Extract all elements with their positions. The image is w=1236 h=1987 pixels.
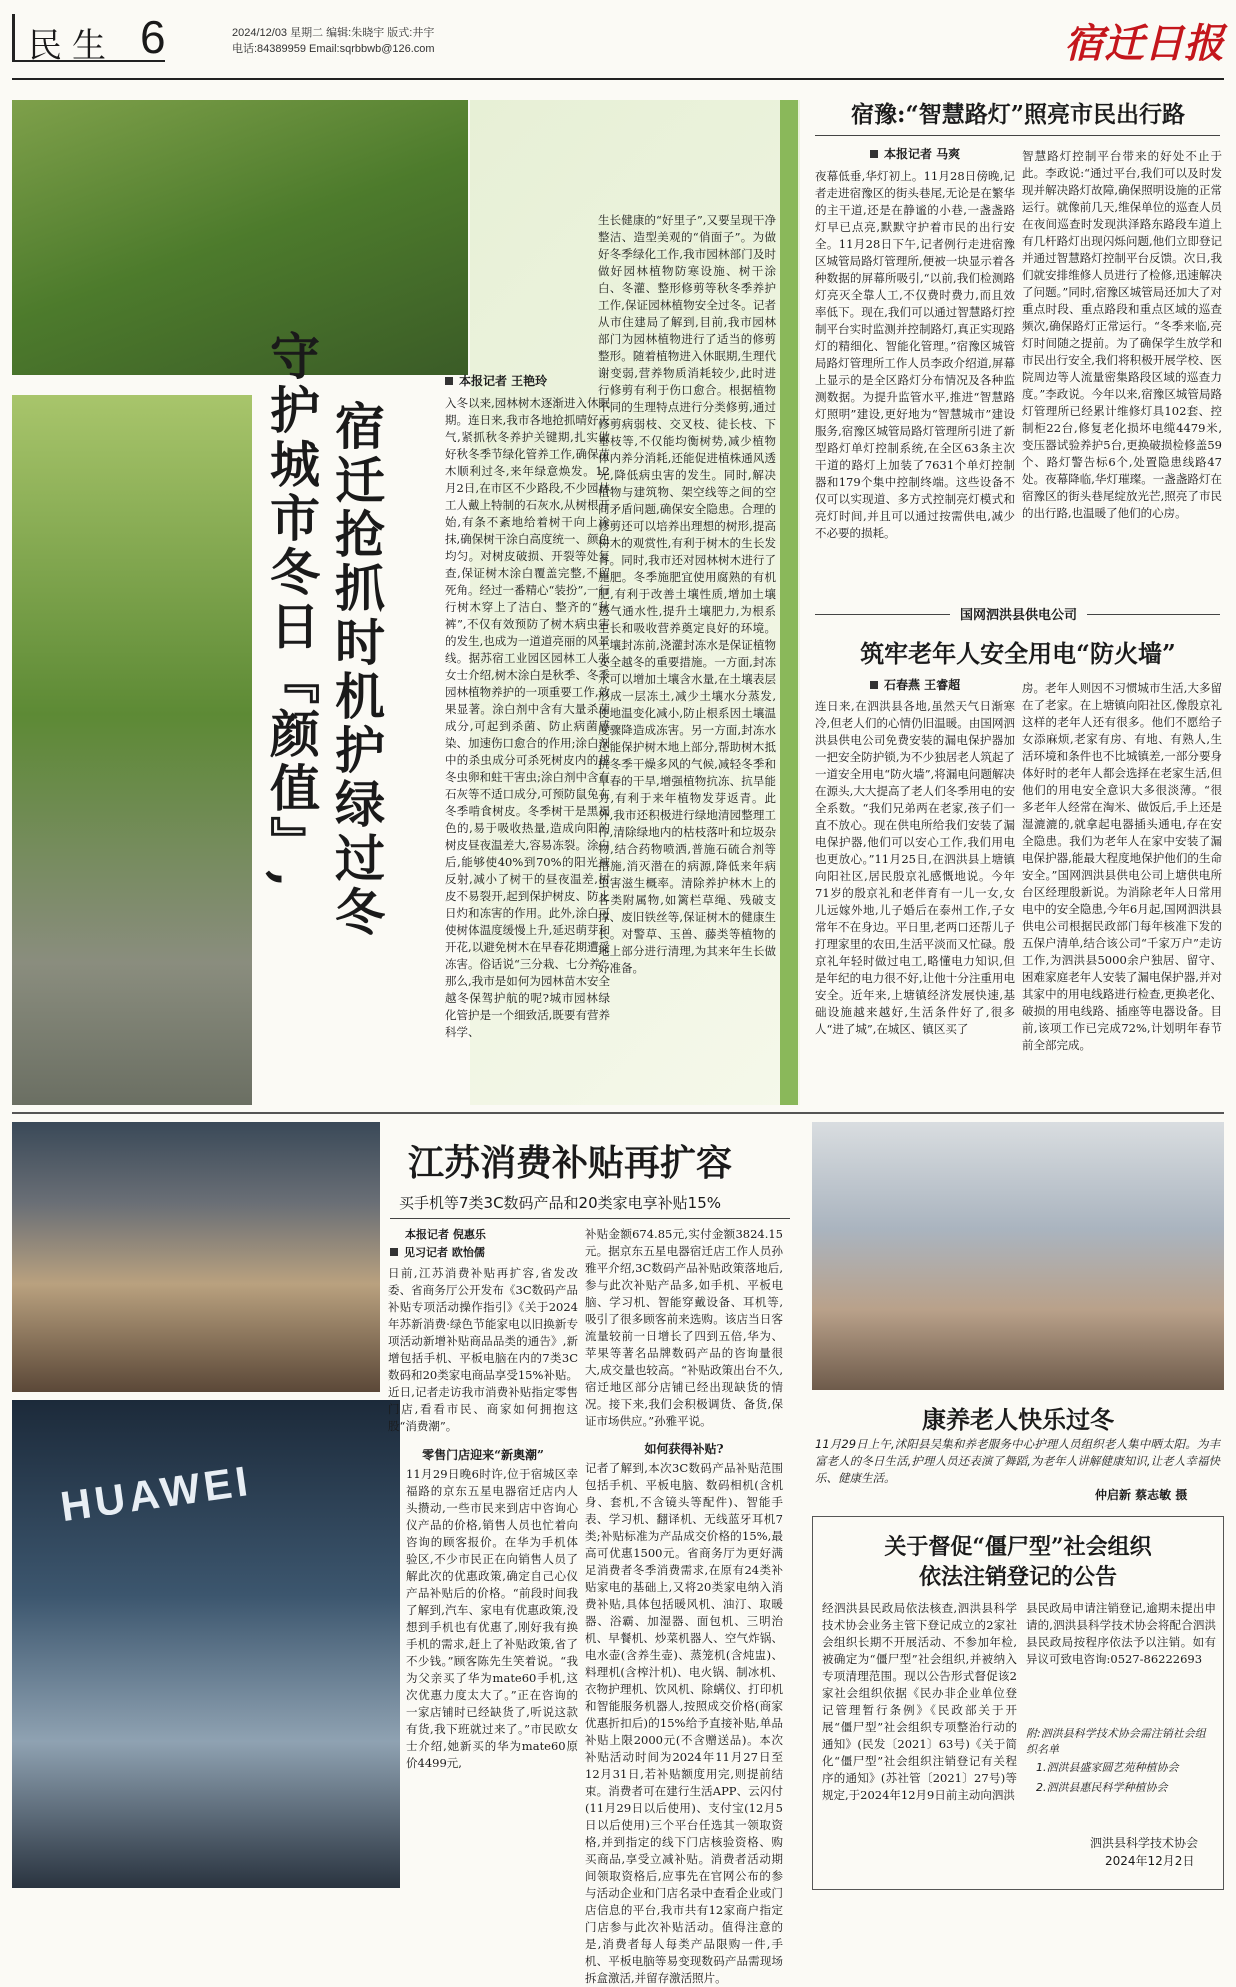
article1-title: 宿迁抢抓时机护绿过冬 — [327, 400, 386, 940]
notice-title-2: 依法注销登记的公告 — [918, 1564, 1117, 1590]
article3-title: 筑牢老年人安全用电“防火墙” — [860, 639, 1176, 668]
article2-byline — [870, 145, 960, 162]
article2-col2: 智慧路灯控制平台带来的好处不止于此。李政说:“通过平台,我们可以及时发现并解决路灯故障,确保照明设施的正常运行。就像前几天,维保单位的巡查人员在夜间巡查时发现洪泽路东路段车道上有几杆路灯出现闪烁问题,他们立即登记并通过智慧路灯控制平台反馈。次日,我们就安排维修人员进行了检修,迅速解决了问题。”同时,宿豫区城管局还加大了对重点时段、重点路段和重点区域的巡查频次,确保路灯正常运行。“冬季来临,亮灯时间随之提前。为了确保学生放学和市民出行安全,我们将积极开展学校、医院周边等人流量密集路段区域的巡查力度。”李政说。今年以来,宿豫区城管局路灯管理所已经累计维修灯具102套、控制柜22台,修复老化损坏电缆4479米,变压器试验养护5台,更换破损检修盖59个、路灯警告标6个,处置隐患线路47处。夜幕降临,华灯璀璨。一盏盏路灯在宿豫区的街头巷尾绽放光芒,照亮了市民的出行路,也温暖了他们的心房。 — [1022, 149, 1222, 520]
contact-line: 电话:84389959 Email:sqrbbwb@126.com — [232, 43, 435, 55]
store-photo — [12, 1122, 380, 1392]
page-number: 6 — [140, 11, 166, 63]
article4-col2b: 记者了解到,本次3C数码产品补贴范围包括手机、平板电脑、数码相机(含机身、套机,不含镜头等配件)、智能手表、学习机、翻译机、无线蓝牙耳机7类;补贴标准为产品成交价格的15%,最高可优惠1500元。省商务厅为更好满足消费者冬季消费需求,在原有24类补贴家电的基础上,又将20类家电纳入消费补贴,具体包括暖风机、油汀、取暖器、浴霸、加湿器、面包机、三明治机、早餐机、炒菜机器人、空气炸锅、电水壶(含养生壶)、蒸笼机(含炖盅)、料理机(含榨汁机)、电火锅、制冰机、衣物护理机、饮风机、除螨仪、打印机和智能服务机器人,按照成交价格(商家优惠折扣后)的15%给予直接补贴,单品补贴上限2000元(不含赠送品)。本次补贴活动时间为2024年11月27日至12月31日,若补贴额度用完,则提前结束。消费者可在建行生活APP、云闪付(11月29日以后使用)、支付宝(12月5日以后使用)三个平台任选其一领取资格,并到指定的线下门店核验资格、购买商品,享受立减补贴。消费者活动期间领取资格后,应事先在官网公布的参与活动企业和门店名录中查看企业或门店信息的平台,我市共有12家商户指定门店参与此次补贴活动。值得注意的是,消费者每人每类产品限购一件,手机、平板电脑等易变现数码产品需现场拆盒激活,并留存激活照片。 — [585, 1461, 783, 1985]
article1-kicker: 守护城市冬日『颜值』, — [262, 330, 321, 892]
article4-col1b: 11月29日晚6时许,位于宿城区幸福路的京东五星电器宿迁店内人头攒动,一些市民来到店中咨询心仪产品的价格,销售人员也忙着向咨询的顾客报价。在华为手机体验区,不少市民正在向销售人员了解此次的优惠政策,确定自己心仪产品补贴后的价格。“前段时间我了解到,汽车、家电有优惠政策,没想到手机也有优惠了,刚好我有换手机的需求,赶上了补贴政策,省了不少钱。”顾客陈先生笑着说。“我为父亲买了华为mate60手机,这次优惠力度太大了。”正在咨询的一家店铺时已经缺货了,听说这款有货,我下班就过来了。”市民欧女士介绍,她新买的华为mate60原价4499元, — [406, 1467, 578, 1770]
square-bullet-icon — [445, 377, 453, 385]
notice-attachment-title: 附:泗洪县科学技术协会需注销社会组织名单 — [1026, 1727, 1206, 1756]
notice-signature-date: 2024年12月2日 — [1105, 1854, 1195, 1868]
green-stripe — [780, 100, 798, 1105]
article1-col2: 生长健康的“好里子”,又要呈现干净整洁、造型美观的“俏面子”。为做好冬季绿化工作,我市园林部门及时做好园林植物防寒设施、树干涂白、冬灌、整形修剪等秋冬季养护工作,保证园林植物安全过冬。记者从市住建局了解到,目前,我市园林部门为园林植物进行了适当的修剪整形。随着植物进入休眠期,生理代谢变弱,营养物质消耗较少,此时进行修剪有利于伤口愈合。根据植物不同的生理特点进行分类修剪,通过修剪病弱枝、交叉枝、徒长枝、下垂枝等,不仅能均衡树势,减少植物体内养分消耗,还能促进植株通风透光,降低病虫害的发生。同时,解决植物与建筑物、架空线等之间的空间矛盾问题,确保安全隐患。合理的修剪还可以培养出理想的树形,提高树木的观赏性,有利于树木的生长发育。同时,我市还对园林树木进行了施肥。冬季施肥宜使用腐熟的有机肥,有利于改善土壤性质,增加土壤透气通水性,提升土壤肥力,为根系生长和吸收营养奠定良好的环境。土壤封冻前,浇灌封冻水是保证植物安全越冬的重要措施。一方面,封冻水可以增加土壤含水量,在土壤表层形成一层冻土,减少土壤水分蒸发,使地温变化减小,防止根系因土壤温度骤降造成冻害。另一方面,封冻水还能保护树木地上部分,帮助树木抵抗冬季干燥多风的气候,减轻冬季和早春的干旱,增强植物抗冻、抗旱能力,有利于来年植物发芽返青。此外,我市还积极进行绿地清园整理工作,清除绿地内的枯枝落叶和垃圾杂物,结合药物喷洒,普施石硫合剂等措施,消灭潜在的病源,降低来年病虫害滋生概率。清除养护林木上的各类附属物,如篱栏草绳、残破支撑、废旧铁丝等,保证树木的健康生长。对警草、玉兽、藤类等植物的地上部分进行清理,为其来年生长做好准备。 — [598, 213, 776, 975]
article3-author: 石春燕 王睿超 — [884, 678, 961, 692]
notice-title-1: 关于督促“僵尸型”社会组织 — [884, 1534, 1152, 1560]
article5-title: 康养老人快乐过冬 — [922, 1405, 1114, 1434]
article2-rule — [815, 135, 1220, 136]
article4-byline1: 本报记者 倪惠乐 — [405, 1228, 486, 1241]
notice-col1: 经泗洪县民政局依法核查,泗洪县科学技术协会业务主管下登记成立的2家社会组织长期不开展活动、不参加年检,被确定为“僵尸型”社会组织,并被纳入专项清理范围。现以公告形式督促该2家社会组织依据《民办非企业单位登记管理暂行条例》《民政部关于开展“僵尸型”社会组织专项整治行动的通知》(民发〔2021〕63号)《关于简化“僵尸型”社会组织注销登记有关程序的通知》(苏社管〔2021〕27号)等规定,于2024年12月9日前主动向泗洪 — [822, 1601, 1017, 1802]
article4-subtitle: 买手机等7类3C数码产品和20类家电享补贴15% — [399, 1194, 721, 1212]
huawei-logo: HUAWEI — [57, 1456, 255, 1531]
section-name: 民生 — [28, 26, 116, 66]
article3-sponsor: 国网泗洪县供电公司 — [950, 604, 1087, 623]
article4-col2: 补贴金额674.85元,实付金额3824.15元。据京东五星电器宿迁店工作人员孙雅平介绍,3C数码产品补贴政策落地后,参与此次补贴产品多,如手机、平板电脑、学习机、智能穿戴设备、耳机等,吸引了很多顾客前来选购。该店当日客流量较前一日增长了四到五倍,华为、苹果等著名品牌数码产品的咨询量很大,成交量也较高。“补贴政策出台不久,宿迁地区部分店铺已经出现缺货的情况。接下来,我们会积极调货、备货,保证市场供应。”孙雅平说。 — [585, 1227, 783, 1428]
article4-col1: 日前,江苏消费补贴再扩容,省发改委、省商务厅公开发布《3C数码产品补贴专项活动操作指引》《关于2024年苏新消费·绿色节能家电以旧换新专项活动新增补贴商品品类的通告》,新增包括手机、平板电脑在内的7类3C数码和20类家电商品享受15%补贴。近日,记者走访我市消费补贴指定零售门店,看看市民、商家如何拥抱这股“消费潮”。 — [388, 1266, 578, 1433]
elderly-photo — [812, 1122, 1224, 1390]
tree-whitewash-photo — [12, 395, 252, 1105]
article2-author: 本报记者 马爽 — [884, 147, 961, 161]
article1-col1: 入冬以来,园林树木逐渐进入休眠期。连日来,我市各地抢抓晴好天气,紧抓秋冬养护关键期,扎实做好秋冬季节绿化管养工作,确保苗木顺利过冬,来年绿意焕发。12月2日,在市区不少路段,不少园林工人戴上特制的石灰水,从树根开始,有条不紊地给着树干向上涂抹,确保树干涂白高度统一、颜色均匀。对树皮破损、开裂等处复查,保证树木涂白覆盖完整,不留死角。经过一番精心“装扮”,一行行树木穿上了洁白、整齐的“秋裤”,不仅有效预防了树木病虫害的发生,也成为一道道亮丽的风景线。据苏宿工业园区园林工人张女士介绍,树木涂白是秋季、冬季园林植物养护的一项重要工作,效果显著。涂白剂中含有大量杀菌成分,可起到杀菌、防止病菌感染、加速伤口愈合的作用;涂白剂中的杀虫成分可杀死树皮内的越冬虫卵和蛀干害虫;涂白剂中含有石灰等不适口成分,可预防鼠兔在冬季啃食树皮。冬季树干是黑褐色的,易于吸收热量,造成向阳的树皮昼夜温差大,容易冻裂。涂白后,能够使40%到70%的阳光被反射,减小了树干的昼夜温差,树皮不易裂开,起到保护树皮、防止日灼和冻害的作用。此外,涂白可使树体温度缓慢上升,延迟萌芽和开花,以避免树木在早春花期遭受冻害。俗话说“三分栽、七分养”,那么,我市是如何为园林苗木安全越冬保驾护航的呢?城市园林绿化管护是一个细致活,既要有营养科学、 — [445, 396, 610, 1039]
article5-credit: 仲启新 蔡志敏 摄 — [1095, 1488, 1188, 1502]
article3-col2: 房。老年人则因不习惯城市生活,大多留在了老家。在上塘镇向阳社区,像殷京礼这样的老年人还有很多。他们不愿给子女添麻烦,老家有房、有地、有熟人,生活环境和条件也不比城镇差,一部分要身体好时的老年人都会选择在老家生活,但他们的用电安全意识大多很淡薄。“很多老年人经常在淘米、做饭后,手上还是湿漉漉的,就拿起电器插头通电,存在安全隐患。我们为老年人在家中安装了漏电保护器,能最大程度地保护他们的生命安全。”国网泗洪县供电公司上塘供电所台区经理殷新说。为消除老年人日常用电中的安全隐患,今年6月起,国网泗洪县供电公司根据民政部门每年核准下发的五保户清单,结合该公司“千家万户”走访工作,为泗洪县5000余户独居、留守、困难家庭老年人安装了漏电保护器,并对其家中的用电线路进行检查,更换老化、破损的用电线路、插座等电器设备。目前,该项工作已完成72%,计划明年春节前全部完成。 — [1022, 681, 1222, 1052]
notice-attachment-item-1: 1.泗洪县盛家圆艺苑种植协会 — [1036, 1761, 1179, 1774]
article1-author: 本报记者 王艳玲 — [459, 374, 548, 388]
square-bullet-icon — [870, 150, 878, 158]
mid-divider — [12, 1112, 1224, 1114]
date-line: 2024/12/03 星期二 编辑:朱晓宇 版式:井宇 — [232, 27, 435, 39]
article5-caption: 11月29日上午,沭阳县吴集和养老服务中心护理人员组织老人集中晒太阳。为丰富老人的冬日生活,护理人员还表演了舞蹈,为老年人讲解健康知识,让老人幸福快乐、健康生活。 — [815, 1437, 1220, 1485]
article4-subhead2: 如何获得补贴? — [644, 1442, 724, 1456]
article3-byline — [870, 676, 960, 693]
article4-rule — [390, 1218, 790, 1219]
article2-col1: 夜幕低垂,华灯初上。11月28日傍晚,记者走进宿豫区的街头巷尾,无论是在繁华的主干道,还是在静谧的小巷,一盏盏路灯早已点亮,默默守护着市民的出行安全。11月28日下午,记者例行走进宿豫区城管局路灯管理所,便被一块显示着各种数据的屏幕所吸引,“以前,我们检测路灯亮灭全靠人工,不仅费时费力,而且效率低下。现在,我们可以通过智慧路灯控制平台实时监测并控制路灯,真正实现路灯的精细化、智能化管理。”宿豫区城管局路灯管理所工作人员李政介绍道,屏幕上显示的是全区路灯分布情况及各种监测数据。为提升监管水平,推进“智慧路灯照明”建设,更好地为“智慧城市”建设服务,宿豫区城管局路灯管理所引进了新型路灯单灯控制系统,在全区63条主次干道的路灯上加装了7631个单灯控制器和179个集中控制终端。这些设备不仅可以实现道、多方式控制亮灯模式和亮灯时间,并且可以通过按需供电,减少不必要的损耗。 — [815, 169, 1015, 540]
square-bullet-icon — [390, 1248, 398, 1256]
article3-col1: 连日来,在泗洪县各地,虽然天气日渐寒冷,但老人们的心情仍旧温暖。由国网泗洪县供电公司免费安装的漏电保护器加一把安全防护锁,为不少独居老人筑起了一道安全用电“防火墙”,将漏电问题解决在源头,大大提高了老人们冬季用电的安全系数。“我们兄弟两在老家,孩子们一直不放心。现在供电所给我们安装了漏电保护器,他们可以安心工作,我们用电也更放心。”11月25日,在泗洪县上塘镇向阳社区,居民殷京礼感慨地说。今年71岁的殷京礼和老伴育有一儿一女,女儿远嫁外地,儿子婚后在泰州工作,子女常年不在身边。平日里,老两口还帮儿子打理家里的农田,生活平淡而又忙碌。殷京礼年轻时做过电工,略懂电力知识,但是年纪的电力很不好,让他十分注重用电安全。近年来,上塘镇经济发展快速,基础设施越来越好,生活条件好了,很多人“进了城”,在城区、镇区买了 — [815, 699, 1015, 1036]
article4-title: 江苏消费补贴再扩容 — [407, 1142, 732, 1184]
article4-byline2 — [390, 1244, 485, 1260]
article4-subhead1: 零售门店迎来“新奥潮” — [422, 1448, 544, 1462]
article2-title: 宿豫:“智慧路灯”照亮市民出行路 — [851, 101, 1185, 128]
park-photo — [12, 100, 468, 375]
notice-col2: 县民政局申请注销登记,逾期未提出申请的,泗洪县科学技术协会将配合泗洪县民政局按程序依法予以注销。如有异议可致电咨询:0527-86222693 — [1026, 1601, 1216, 1666]
newspaper-logo: 宿迁日报 — [1064, 20, 1224, 67]
notice-signature-org: 泗洪县科学技术协会 — [1090, 1836, 1199, 1850]
square-bullet-icon — [870, 681, 878, 689]
article1-byline — [445, 372, 547, 389]
header-rule — [12, 78, 1224, 80]
notice-attachment-item-2: 2.泗洪县惠民科学种植协会 — [1036, 1781, 1168, 1794]
article4-author2: 见习记者 欧怡儒 — [404, 1246, 485, 1259]
